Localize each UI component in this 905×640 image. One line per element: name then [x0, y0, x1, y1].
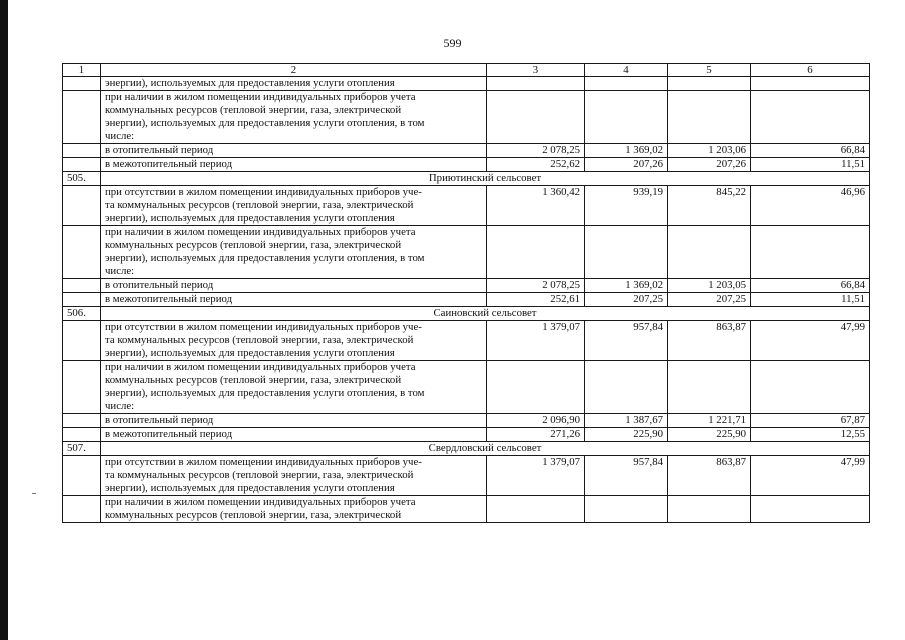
value-cell — [585, 361, 668, 414]
text-line: при наличии в жилом помещении индивидуальных приборов учета — [105, 361, 416, 373]
column-number: 5 — [668, 64, 751, 77]
value-cell: 46,96 — [751, 186, 870, 226]
value-cell — [751, 496, 870, 523]
index-cell — [63, 91, 101, 144]
value-cell: 1 369,02 — [585, 144, 668, 158]
text-line: коммунальных ресурсов (тепловой энергии, газа, электрической — [105, 374, 402, 386]
value-cell: 47,99 — [751, 321, 870, 361]
text-line: энергии), используемых для предоставления услуги отопления — [105, 482, 395, 494]
description-cell — [101, 321, 487, 361]
value-cell: 207,25 — [585, 293, 668, 307]
column-number: 1 — [63, 64, 101, 77]
value-cell — [668, 91, 751, 144]
value-cell: 67,87 — [751, 414, 870, 428]
table-row — [63, 186, 870, 226]
text-line: коммунальных ресурсов (тепловой энергии, газа, электрической — [105, 239, 402, 251]
column-number: 4 — [585, 64, 668, 77]
index-cell — [63, 279, 101, 293]
text-line: коммунальных ресурсов (тепловой энергии, газа, электрической — [105, 104, 402, 116]
text-line: при отсутствии в жилом помещении индивидуальных приборов уче- — [105, 456, 422, 468]
value-cell: 939,19 — [585, 186, 668, 226]
column-number: 6 — [751, 64, 870, 77]
value-cell — [487, 77, 585, 91]
value-cell — [585, 226, 668, 279]
text-line: при отсутствии в жилом помещении индивидуальных приборов уче- — [105, 186, 422, 198]
table-row — [63, 226, 870, 279]
value-cell — [487, 226, 585, 279]
period-label: в межотопительный период — [101, 158, 487, 172]
value-cell: 252,62 — [487, 158, 585, 172]
text-line: та коммунальных ресурсов (тепловой энергии, газа, электрической — [105, 334, 414, 346]
value-cell: 845,22 — [668, 186, 751, 226]
value-cell — [751, 77, 870, 91]
value-cell: 1 203,05 — [668, 279, 751, 293]
value-cell: 1 379,07 — [487, 321, 585, 361]
index-cell — [63, 186, 101, 226]
text-line: числе: — [105, 130, 135, 142]
value-cell — [668, 226, 751, 279]
value-cell: 1 203,06 — [668, 144, 751, 158]
scan-speck — [32, 493, 36, 494]
text-line: энергии), используемых для предоставления услуги отопления, в том — [105, 387, 425, 399]
index-cell — [63, 77, 101, 91]
table-row — [63, 279, 870, 293]
value-cell — [751, 226, 870, 279]
text-line: энергии), используемых для предоставления услуги отопления — [105, 212, 395, 224]
value-cell: 2 096,90 — [487, 414, 585, 428]
text-line: числе: — [105, 400, 135, 412]
index-cell — [63, 361, 101, 414]
scan-left-edge — [0, 0, 8, 640]
text-line: при наличии в жилом помещении индивидуальных приборов учета — [105, 226, 416, 238]
description-cell — [101, 226, 487, 279]
description-cell — [101, 77, 487, 91]
period-label: в отопительный период — [101, 414, 487, 428]
index-cell — [63, 428, 101, 442]
value-cell: 207,26 — [585, 158, 668, 172]
text-line: энергии), используемых для предоставления услуги отопления — [105, 77, 395, 89]
index-cell — [63, 414, 101, 428]
value-cell: 66,84 — [751, 279, 870, 293]
period-label: в отопительный период — [101, 144, 487, 158]
table-row — [63, 361, 870, 414]
value-cell — [585, 77, 668, 91]
value-cell: 1 221,71 — [668, 414, 751, 428]
value-cell: 207,26 — [668, 158, 751, 172]
district-name: Свердловский сельсовет — [101, 442, 870, 456]
table-row — [63, 158, 870, 172]
value-cell: 207,25 — [668, 293, 751, 307]
period-label: в межотопительный период — [101, 428, 487, 442]
index-cell — [63, 144, 101, 158]
value-cell — [668, 77, 751, 91]
text-line: энергии), используемых для предоставления услуги отопления, в том — [105, 117, 425, 129]
index-cell — [63, 158, 101, 172]
index-cell — [63, 293, 101, 307]
text-line: та коммунальных ресурсов (тепловой энергии, газа, электрической — [105, 199, 414, 211]
value-cell: 863,87 — [668, 321, 751, 361]
value-cell: 225,90 — [585, 428, 668, 442]
table-row — [63, 414, 870, 428]
district-row — [63, 442, 870, 456]
index-cell — [63, 321, 101, 361]
value-cell — [487, 496, 585, 523]
value-cell: 957,84 — [585, 321, 668, 361]
description-cell — [101, 186, 487, 226]
text-line: при наличии в жилом помещении индивидуальных приборов учета — [105, 496, 416, 508]
value-cell: 1 369,02 — [585, 279, 668, 293]
value-cell: 1 387,67 — [585, 414, 668, 428]
period-label: в межотопительный период — [101, 293, 487, 307]
value-cell: 66,84 — [751, 144, 870, 158]
value-cell — [668, 496, 751, 523]
value-cell — [751, 361, 870, 414]
value-cell: 1 379,07 — [487, 456, 585, 496]
value-cell: 957,84 — [585, 456, 668, 496]
value-cell: 863,87 — [668, 456, 751, 496]
table-row — [63, 144, 870, 158]
index-cell — [63, 226, 101, 279]
text-line: та коммунальных ресурсов (тепловой энергии, газа, электрической — [105, 469, 414, 481]
table-row — [63, 496, 870, 523]
text-line: энергии), используемых для предоставления услуги отопления — [105, 347, 395, 359]
district-name: Приютинский сельсовет — [101, 172, 870, 186]
text-line: при отсутствии в жилом помещении индивидуальных приборов уче- — [105, 321, 422, 333]
column-number: 2 — [101, 64, 487, 77]
description-cell — [101, 91, 487, 144]
page-number: 599 — [443, 36, 462, 50]
value-cell: 225,90 — [668, 428, 751, 442]
value-cell: 11,51 — [751, 158, 870, 172]
value-cell — [668, 361, 751, 414]
value-cell — [487, 91, 585, 144]
value-cell: 2 078,25 — [487, 144, 585, 158]
value-cell: 271,26 — [487, 428, 585, 442]
value-cell: 11,51 — [751, 293, 870, 307]
district-row — [63, 172, 870, 186]
description-cell — [101, 361, 487, 414]
description-cell — [101, 496, 487, 523]
text-line: энергии), используемых для предоставления услуги отопления, в том — [105, 252, 425, 264]
district-name: Саиновский сельсовет — [101, 307, 870, 321]
value-cell — [487, 361, 585, 414]
text-line: при наличии в жилом помещении индивидуальных приборов учета — [105, 91, 416, 103]
value-cell: 1 360,42 — [487, 186, 585, 226]
value-cell: 12,55 — [751, 428, 870, 442]
table-row — [63, 321, 870, 361]
district-index: 506. — [63, 307, 101, 321]
index-cell — [63, 496, 101, 523]
index-cell — [63, 456, 101, 496]
tariff-table — [62, 63, 870, 523]
description-cell — [101, 456, 487, 496]
column-number-row — [63, 64, 870, 77]
table-row — [63, 428, 870, 442]
value-cell: 2 078,25 — [487, 279, 585, 293]
value-cell — [585, 91, 668, 144]
column-number: 3 — [487, 64, 585, 77]
district-row — [63, 307, 870, 321]
text-line: числе: — [105, 265, 135, 277]
table-body — [63, 77, 870, 523]
value-cell: 47,99 — [751, 456, 870, 496]
table-row — [63, 91, 870, 144]
table-row — [63, 456, 870, 496]
table-row — [63, 293, 870, 307]
district-index: 505. — [63, 172, 101, 186]
value-cell — [585, 496, 668, 523]
period-label: в отопительный период — [101, 279, 487, 293]
text-line: коммунальных ресурсов (тепловой энергии, газа, электрической — [105, 509, 402, 521]
district-index: 507. — [63, 442, 101, 456]
value-cell: 252,61 — [487, 293, 585, 307]
table-row — [63, 77, 870, 91]
value-cell — [751, 91, 870, 144]
